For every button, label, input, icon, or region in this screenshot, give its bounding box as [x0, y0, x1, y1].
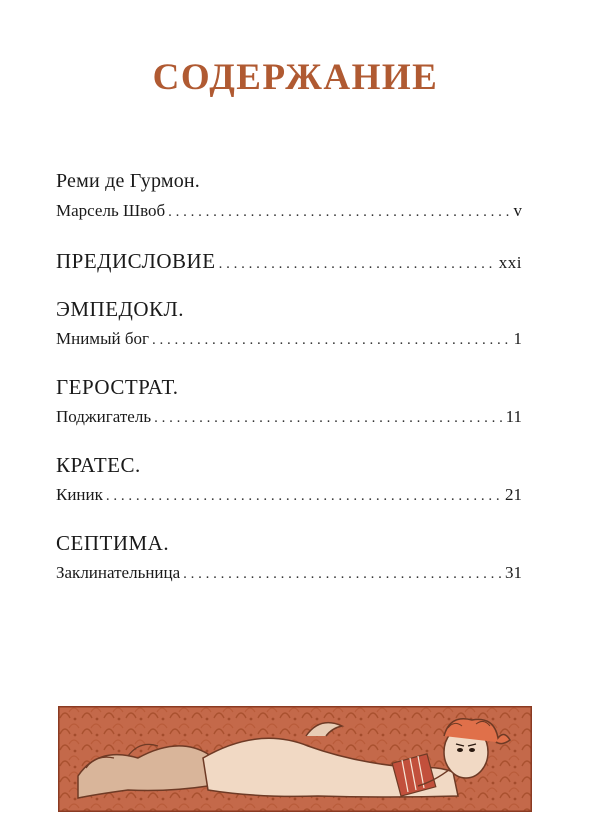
toc-entry-line[interactable] — [56, 246, 522, 276]
dot-leader — [183, 559, 502, 589]
decorative-illustration-banner — [58, 706, 532, 812]
toc-entry-label: Марсель Швоб — [56, 201, 166, 220]
toc-entry-label: Киник — [56, 485, 103, 504]
toc-page-number: 1 — [513, 329, 522, 348]
toc-page-number: xxi — [498, 253, 522, 272]
toc-entry-crates — [56, 450, 522, 510]
dot-leader — [154, 403, 503, 433]
toc-entry-preface — [56, 246, 522, 276]
toc-entry-empedocles — [56, 294, 522, 354]
toc-entry-line[interactable] — [56, 402, 522, 432]
toc-entry-heading: ЭМПЕДОКЛ. — [56, 297, 185, 321]
toc-entry-label: ПРЕДИСЛОВИЕ — [56, 249, 216, 273]
toc-entry-septima — [56, 528, 522, 588]
dot-leader — [152, 325, 511, 355]
toc-entry-heading: ГЕРОСТРАТ. — [56, 375, 179, 399]
dot-leader — [106, 481, 502, 511]
table-of-contents — [56, 166, 522, 606]
toc-entry-heading: КРАТЕС. — [56, 453, 141, 477]
toc-entry-gourmont — [56, 166, 522, 226]
toc-page-number: 21 — [505, 485, 522, 504]
toc-entry-heading: Реми де Гурмон. — [56, 170, 201, 192]
toc-entry-label: Мнимый бог — [56, 329, 149, 348]
toc-entry-line[interactable] — [56, 558, 522, 588]
toc-entry-herostratus — [56, 372, 522, 432]
toc-entry-line[interactable] — [56, 324, 522, 354]
page-title: СОДЕРЖАНИЕ — [152, 57, 439, 98]
toc-entry-line[interactable] — [56, 480, 522, 510]
toc-entry-line[interactable] — [56, 196, 522, 226]
toc-entry-label: Заклинательница — [56, 563, 181, 582]
toc-page-number: v — [513, 201, 522, 220]
dot-leader — [168, 197, 510, 227]
toc-page-number: 11 — [505, 407, 522, 426]
toc-entry-label: Поджигатель — [56, 407, 152, 426]
toc-entry-heading: СЕПТИМА. — [56, 531, 170, 555]
toc-page-number: 31 — [505, 563, 522, 582]
dot-leader — [219, 249, 496, 279]
